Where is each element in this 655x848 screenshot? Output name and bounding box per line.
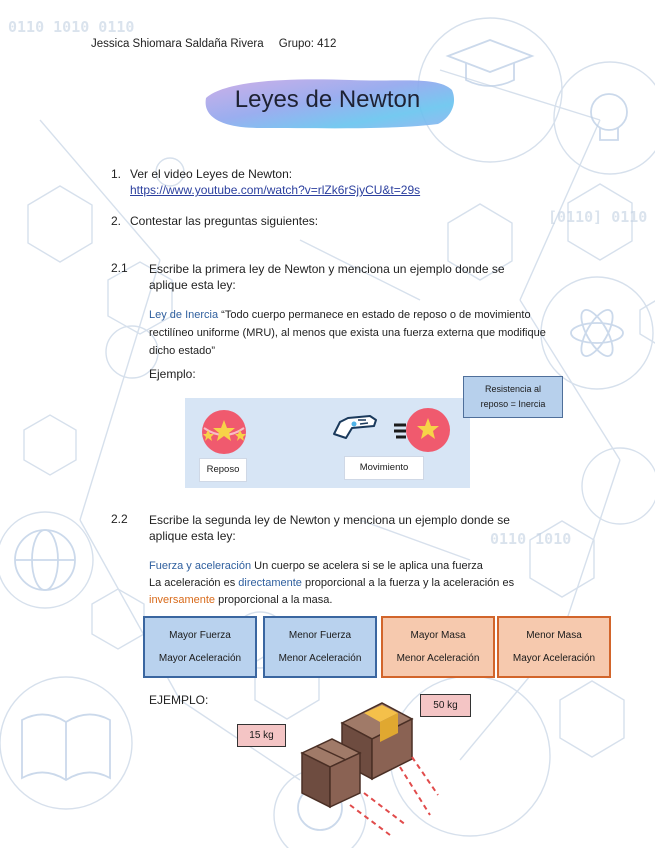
- comparison-box-bottom: Mayor Aceleración: [512, 653, 596, 664]
- page-title: Leyes de Newton: [234, 86, 421, 113]
- step-2: [111, 214, 319, 228]
- comparison-box-bottom: Menor Aceleración: [396, 653, 480, 664]
- comparison-box-less-force: [263, 616, 377, 678]
- step-1-text: Ver el video Leyes de Newton:: [130, 167, 293, 181]
- second-law-line3-b: proporcional a la masa.: [218, 594, 333, 606]
- weight-label-small: 15 kg: [237, 724, 286, 747]
- example-label-2: EJEMPLO:: [149, 693, 209, 707]
- video-link[interactable]: https://www.youtube.com/watch?v=rlZk6rSjyCU&t=29s: [130, 183, 421, 197]
- question-2-1-line1: Escribe la primera ley de Newton y menciona un ejemplo donde se: [149, 262, 505, 276]
- question-2-2-number: 2.2: [111, 512, 128, 526]
- document-header: [91, 38, 336, 50]
- binary-text-1: 0110 1010 0110: [8, 18, 135, 36]
- callout-line2: reposo = Inercia: [480, 399, 546, 409]
- comparison-box-top: Mayor Fuerza: [169, 630, 231, 641]
- weight-label-large: 50 kg: [420, 694, 471, 717]
- step-2-text: Contestar las preguntas siguientes:: [130, 214, 319, 228]
- first-law-text: “Todo cuerpo permanece en estado de reposo o de movimiento rectilíneo uniforme (MRU), al menos que exista una fuerza externa que modifique dicho estado”: [149, 309, 546, 357]
- comparison-box-bottom: Mayor Aceleración: [158, 653, 242, 664]
- first-law-definition: [149, 306, 559, 360]
- step-1: [111, 167, 293, 181]
- kicking-foot-icon: [330, 412, 380, 442]
- comparison-box-bottom: Menor Aceleración: [278, 653, 362, 664]
- second-law-inversely: inversamente: [149, 594, 216, 606]
- question-2-1: [149, 261, 505, 293]
- small-box-icon: [302, 739, 360, 807]
- comparison-box-more-force: [143, 616, 257, 678]
- second-law-definition: [149, 558, 589, 609]
- question-2-1-line2: aplique esta ley:: [149, 278, 236, 292]
- comparison-box-less-mass: [497, 616, 611, 678]
- question-2-1-number: 2.1: [111, 261, 128, 275]
- second-law-directly: directamente: [238, 577, 302, 589]
- ball-at-rest-icon: [200, 408, 248, 456]
- binary-text-2: [0110] 0110: [548, 208, 648, 226]
- question-2-2-line2: aplique esta ley:: [149, 529, 236, 543]
- question-2-2: [149, 512, 510, 544]
- ball-in-motion-icon: [392, 405, 452, 455]
- second-law-line2-a: La aceleración es: [149, 577, 236, 589]
- example-label-1: Ejemplo:: [149, 367, 196, 381]
- second-law-name: Fuerza y aceleración: [149, 560, 252, 572]
- question-2-2-line1: Escribe la segunda ley de Newton y menciona un ejemplo donde se: [149, 513, 510, 527]
- author-name: Jessica Shiomara Saldaña Rivera: [91, 38, 264, 50]
- comparison-box-top: Menor Fuerza: [288, 630, 352, 641]
- rest-label: Reposo: [199, 458, 247, 482]
- binary-text-3: 0110 1010: [490, 530, 572, 548]
- comparison-box-more-mass: [381, 616, 495, 678]
- motion-label: Movimiento: [344, 456, 424, 480]
- second-law-line2-c: proporcional a la fuerza y la aceleración es: [304, 577, 515, 589]
- step-1-number: 1.: [111, 167, 122, 181]
- comparison-box-top: Menor Masa: [526, 630, 582, 641]
- group-number: Grupo: 412: [278, 38, 337, 50]
- inertia-callout: [463, 376, 563, 418]
- callout-line1: Resistencia al: [484, 384, 542, 394]
- second-law-text: Un cuerpo se acelera si se le aplica una fuerza: [254, 560, 483, 572]
- first-law-name: Ley de Inercia: [149, 309, 219, 321]
- step-2-number: 2.: [111, 214, 122, 228]
- boxes-illustration: [280, 695, 440, 845]
- comparison-box-top: Mayor Masa: [410, 630, 466, 641]
